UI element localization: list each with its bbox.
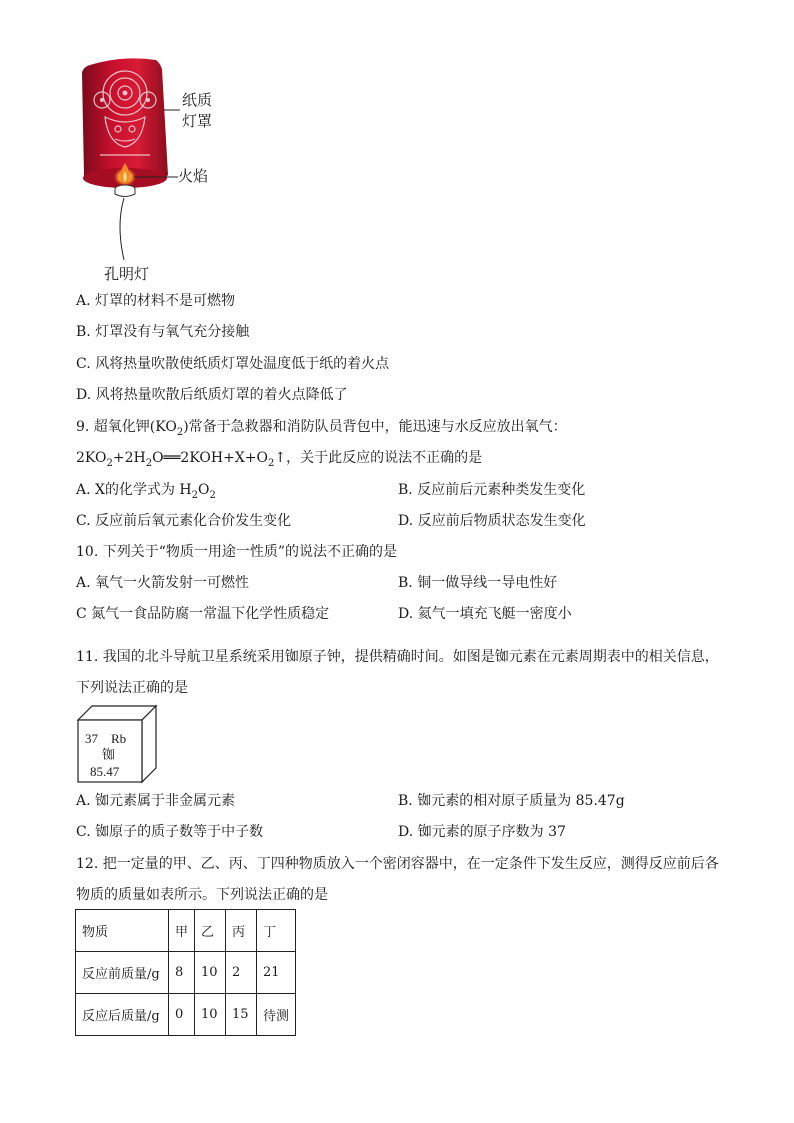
rubidium-element-cell: [76, 704, 158, 784]
q9-option-d: D. 反应前后物质状态发生变化: [398, 513, 586, 529]
table-header-cell: 物质: [76, 910, 169, 952]
table-cell: 15: [226, 994, 257, 1036]
table-header-cell: 丙: [226, 910, 257, 952]
q11-option-d: D. 铷元素的原子序数为 37: [398, 824, 566, 840]
table-cell: 待测: [257, 994, 296, 1036]
q9-equation: $2KO_2+2H_2O══2KOH+X+O_2↑$，关于此反应的说法不正确的是: [76, 450, 483, 469]
q10-option-b: B. 铜一做导线一导电性好: [398, 575, 558, 591]
table-row: [76, 952, 296, 994]
q8-option-d: D. 风将热量吹散后纸质灯罩的着火点降低了: [76, 387, 348, 403]
q11-option-b: B. 铷元素的相对原子质量为 85.47g: [398, 793, 625, 809]
table-header-row: [76, 910, 296, 952]
q9-stem: 9. 超氧化钾$(KO_2)$常备于急救器和消防队员背包中，能迅速与水反应放出氧气：: [76, 419, 567, 438]
table-cell: 反应前质量/g: [76, 952, 169, 994]
mass-table: [75, 909, 296, 1036]
label-flame: 火焰: [178, 167, 209, 185]
sky-lantern-figure: [70, 55, 240, 290]
q10-option-c: C 氮气一食品防腐一常温下化学性质稳定: [76, 606, 330, 622]
q10-option-d: D. 氦气一填充飞艇一密度小: [398, 606, 572, 622]
label-paper-shade-2: 灯罩: [182, 112, 213, 130]
table-header-cell: 乙: [195, 910, 226, 952]
element-atomic-number: 37: [85, 731, 98, 746]
q8-option-c: C. 风将热量吹散使纸质灯罩处温度低于纸的着火点: [76, 356, 390, 372]
q9-option-a: A. X的化学式为 $H_2O_2$: [76, 482, 216, 501]
table-header-cell: 甲: [169, 910, 195, 952]
table-cell: 反应后质量/g: [76, 994, 169, 1036]
q11-stem-line-1: 11. 我国的北斗导航卫星系统采用铷原子钟，提供精确时间。如图是铷元素在元素周期表中的相关信息，: [76, 649, 719, 665]
q9-option-c: C. 反应前后氧元素化合价发生变化: [76, 513, 292, 529]
table-cell: 10: [195, 994, 226, 1036]
table-cell: 0: [169, 994, 195, 1036]
q8-option-a: A. 灯罩的材料不是可燃物: [76, 293, 236, 309]
q11-stem-line-2: 下列说法正确的是: [76, 680, 188, 696]
q11-option-a: A. 铷元素属于非金属元素: [76, 793, 236, 809]
element-atomic-mass: 85.47: [90, 764, 120, 779]
q10-stem: 10. 下列关于“物质一用途一性质”的说法不正确的是: [76, 544, 398, 560]
q11-option-c: C. 铷原子的质子数等于中子数: [76, 824, 264, 840]
figure-caption: 孔明灯: [104, 265, 150, 283]
table-row: [76, 994, 296, 1036]
table-cell: 2: [226, 952, 257, 994]
table-cell: 10: [195, 952, 226, 994]
element-name: 铷: [102, 747, 116, 762]
q8-option-b: B. 灯罩没有与氧气充分接触: [76, 324, 250, 340]
q12-stem-line-1: 12. 把一定量的甲、乙、丙、丁四种物质放入一个密闭容器中，在一定条件下发生反应，测得反应前后各: [76, 856, 719, 872]
q10-option-a: A. 氧气一火箭发射一可燃性: [76, 575, 250, 591]
table-cell: 21: [257, 952, 296, 994]
q9-option-b: B. 反应前后元素种类发生变化: [398, 482, 586, 498]
table-header-cell: 丁: [257, 910, 296, 952]
table-cell: 8: [169, 952, 195, 994]
q12-stem-line-2: 物质的质量如表所示。下列说法正确的是: [76, 887, 328, 903]
label-paper-shade-1: 纸质: [182, 91, 213, 109]
sky-lantern-illustration: [70, 55, 240, 290]
element-symbol: Rb: [111, 731, 127, 746]
